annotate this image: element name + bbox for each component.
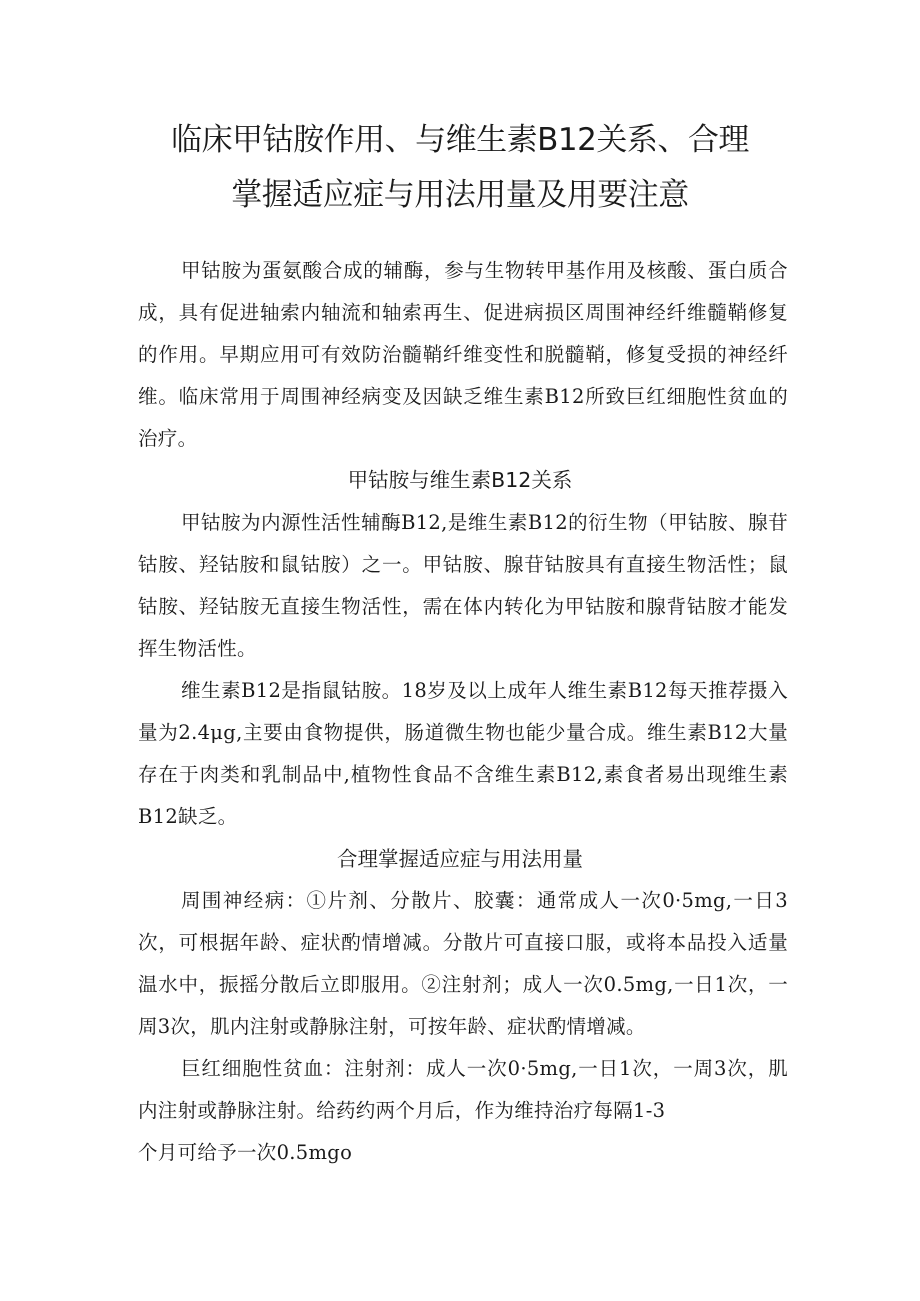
relation-paragraph-2: 维生素B12是指鼠钴胺。18岁及以上成年人维生素B12每天推荐摄入量为2.4μg,主要由食物提供，肠道微生物也能少量合成。维生素B12大量存在于肉类和乳制品中,植物性食品不含维生素B12,素食者易出现维生素B12缺乏。 bbox=[138, 679, 788, 828]
dosage-paragraph-anemia: 巨红细胞性贫血：注射剂：成人一次0·5mg,一日1次，一周3次，肌内注射或静脉注射。给药约两个月后，作为维持治疗每隔1-3 bbox=[138, 1057, 788, 1122]
document-title bbox=[100, 113, 820, 223]
relation-paragraph-1: 甲钴胺为内源性活性辅酶B12,是维生素B12的衍生物（甲钴胺、腺苷钴胺、羟钴胺和鼠钴胺）之一。甲钴胺、腺苷钴胺具有直接生物活性；鼠钴胺、羟钴胺无直接生物活性，需在体内转化为甲钴胺和腺背钴胺才能发挥生物活性。 bbox=[138, 511, 788, 660]
dosage-paragraph-anemia-tail: 个月可给予一次0.5mgo bbox=[138, 1141, 353, 1164]
section-heading-dosage: 合理掌握适应症与用法用量 bbox=[337, 847, 583, 871]
section-heading-relation: 甲钴胺与维生素B12关系 bbox=[347, 468, 573, 492]
intro-paragraph: 甲钴胺为蛋氨酸合成的辅酶，参与生物转甲基作用及核酸、蛋白质合成，具有促进轴索内轴流和轴索再生、促进病损区周围神经纤维髓鞘修复的作用。早期应用可有效防治髓鞘纤维变性和脱髓鞘，修复受损的神经纤维。临床常用于周围神经病变及因缺乏维生素B12所致巨红细胞性贫血的治疗。 bbox=[138, 259, 788, 450]
title-line-1: 临床甲钴胺作用、与维生素B12关系、合理 bbox=[171, 122, 749, 158]
dosage-paragraph-neuropathy: 周围神经病：①片剂、分散片、胶囊：通常成人一次0·5mg,一日3次，可根据年龄、症状酌情增减。分散片可直接口服，或将本品投入适量温水中，振摇分散后立即服用。②注射剂；成人一次0.5mg,一日1次，一周3次，肌内注射或静脉注射，可按年龄、症状酌情增减。 bbox=[138, 889, 788, 1038]
title-line-2: 掌握适应症与用法用量及用要注意 bbox=[231, 177, 689, 213]
